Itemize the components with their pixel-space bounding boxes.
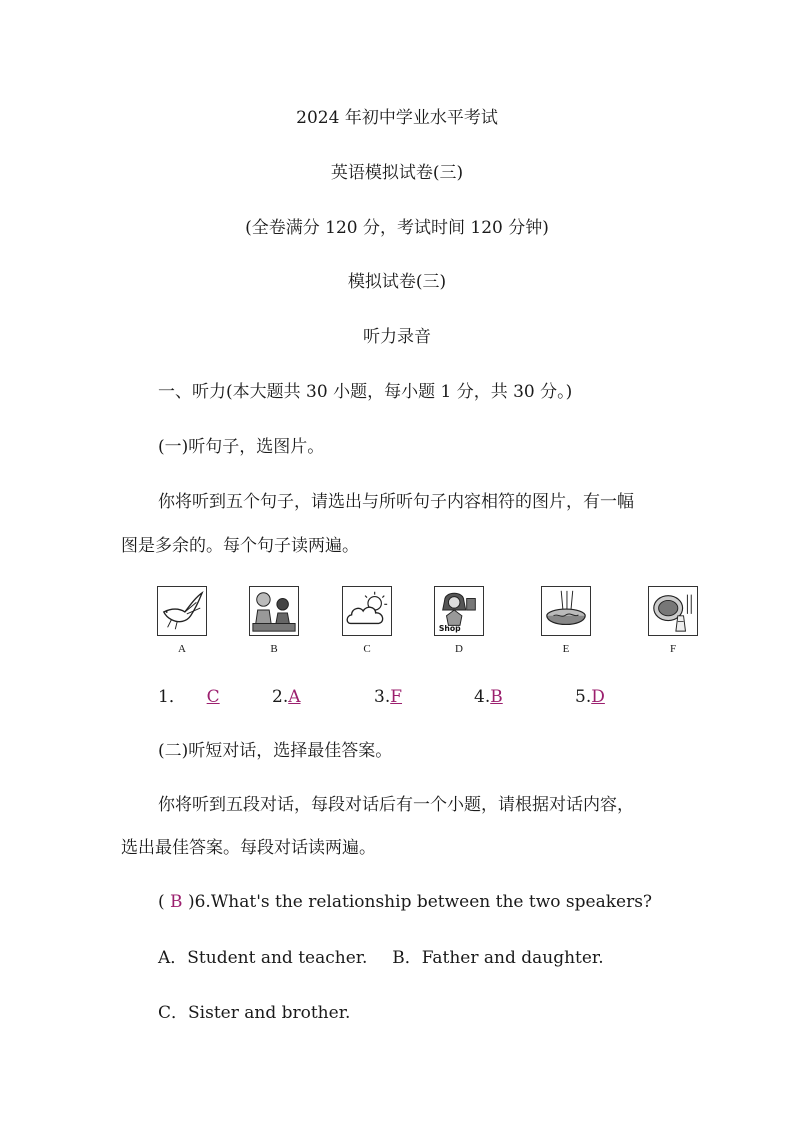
subsection1-heading: (一)听句子，选图片。	[158, 437, 325, 457]
picture-label: D	[455, 643, 463, 655]
instruction-line: 图是多余的。每个句子读两遍。	[121, 536, 359, 556]
picture-label: C	[363, 643, 371, 655]
instruction-line: 你将听到五段对话，每段对话后有一个小题，请根据对话内容，	[158, 795, 634, 815]
answer-item-3	[374, 685, 402, 709]
bracket-close: )	[182, 892, 195, 912]
paper-title: 模拟试卷(三)	[347, 272, 447, 292]
exam-subtitle: 英语模拟试卷(三)	[330, 163, 464, 183]
instruction-line: 选出最佳答案。每段对话读两遍。	[121, 838, 376, 858]
picture-label: F	[669, 643, 677, 655]
question-number: 2.	[272, 687, 289, 707]
noodle-bowl-icon	[542, 587, 590, 635]
bird-icon	[158, 587, 206, 635]
options-row	[158, 946, 604, 970]
section-title: 听力录音	[363, 327, 431, 347]
exam-meta: (全卷满分 120 分，考试时间 120 分钟)	[245, 218, 549, 238]
meal-drink-icon	[649, 587, 697, 635]
shop-text: Shop	[438, 624, 461, 634]
subsection2-heading: (二)听短对话，选择最佳答案。	[158, 741, 393, 761]
cloud-sun-icon	[343, 587, 391, 635]
picture-c	[342, 586, 392, 636]
answer-letter: D	[591, 687, 605, 707]
children-desk-icon	[250, 587, 298, 635]
answer-letter: C	[206, 687, 220, 707]
picture-label: A	[178, 643, 186, 655]
picture-e	[541, 586, 591, 636]
shopping-girl-icon	[435, 587, 483, 635]
answer-letter: A	[288, 687, 301, 707]
picture-d	[434, 586, 484, 636]
question-6	[158, 890, 652, 914]
option-a: A．Student and teacher.	[158, 948, 368, 968]
answer-letter: F	[390, 687, 403, 707]
answer-letter: B	[170, 892, 183, 912]
answer-item-1	[158, 685, 220, 709]
answer-item-5	[575, 685, 605, 709]
instruction-line: 你将听到五个句子，请选出与所听句子内容相符的图片，有一幅	[158, 492, 634, 512]
question-number: 3.	[374, 687, 391, 707]
question-number: 4.	[474, 687, 491, 707]
picture-b	[249, 586, 299, 636]
option-b: B．Father and daughter.	[392, 948, 604, 968]
question-text: 6.What's the relationship between the two speakers?	[194, 892, 653, 912]
exam-title: 2024 年初中学业水平考试	[296, 108, 498, 128]
picture-label: E	[562, 643, 570, 655]
part1-heading: 一、听力(本大题共 30 小题，每小题 1 分，共 30 分。)	[158, 382, 573, 402]
answer-item-4	[474, 685, 503, 709]
option-c: C．Sister and brother.	[158, 1003, 351, 1023]
bracket-open: (	[158, 892, 171, 912]
question-number: 1．	[158, 687, 186, 707]
picture-a	[157, 586, 207, 636]
question-number: 5.	[575, 687, 592, 707]
answer-letter: B	[490, 687, 503, 707]
picture-label: B	[270, 643, 278, 655]
answer-item-2	[272, 685, 301, 709]
picture-f	[648, 586, 698, 636]
